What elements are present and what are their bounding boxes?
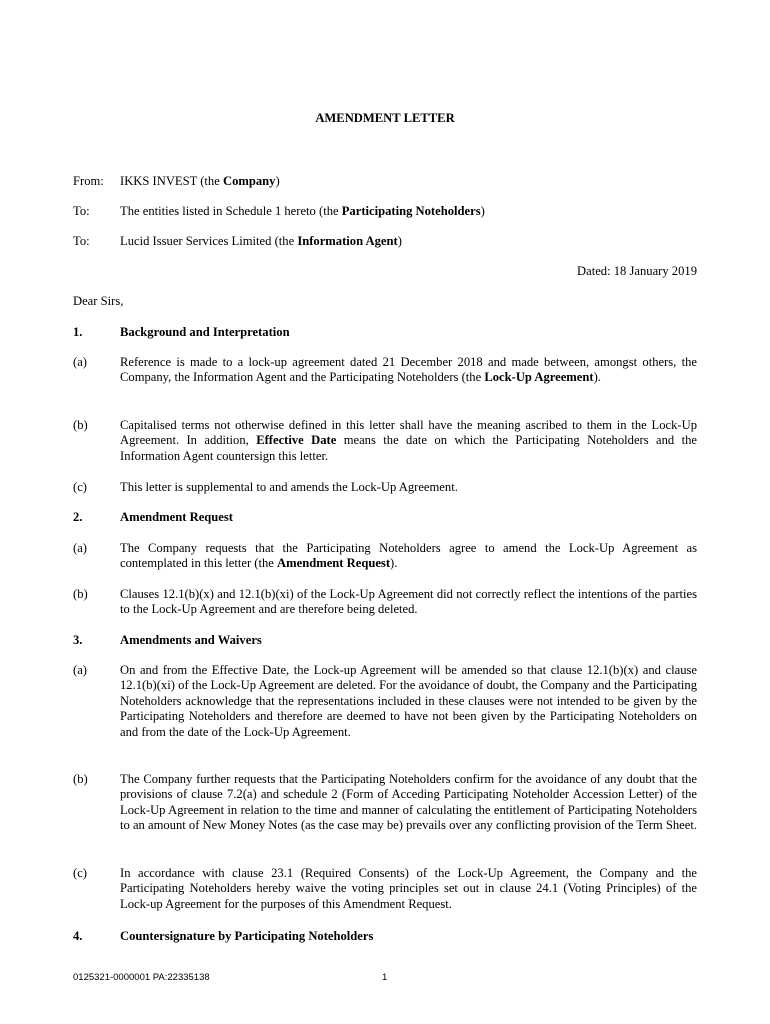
to-line-noteholders: [73, 203, 703, 219]
clause-label: (a): [73, 355, 87, 369]
from-line: [73, 173, 703, 189]
to-text-end: ): [480, 204, 485, 218]
from-label: From:: [73, 174, 104, 188]
clause-text: [120, 355, 697, 386]
dated-line: Dated: 18 January 2019: [577, 264, 697, 278]
section-title: Background and Interpretation: [120, 325, 290, 339]
clause-text: [120, 541, 697, 572]
clause-text-part: The Company requests that the Participating Noteholders agree to amend the Lock-Up Agreement as contemplated in this letter (the: [120, 541, 697, 571]
defined-term: Lock-Up Agreement: [484, 370, 594, 385]
section-number: 4.: [73, 929, 83, 943]
to-defined-term: Participating Noteholders: [341, 204, 481, 218]
section-number: 3.: [73, 633, 83, 647]
clause-3b: [73, 772, 697, 834]
clause-label: (b): [73, 587, 88, 601]
clause-text: This letter is supplemental to and amends the Lock-Up Agreement.: [120, 480, 458, 494]
clause-label: (c): [73, 866, 87, 880]
from-defined-term: Company: [222, 174, 276, 188]
clause-text: The Company further requests that the Participating Noteholders confirm for the avoidance of any doubt that the provisions of clause 7.2(a) and schedule 2 (Form of Acceding Participating Noteholder Accession Letter) of the Lock-Up Agreement in relation to the time and manner of calculating the entitlement of Participating Noteholders to an amount of New Money Notes (as the case may be) prevails over any conflicting provision of the Term Sheet.: [120, 772, 697, 833]
clause-text-part: Capitalised terms not otherwise defined in this letter shall have the meaning ascribed to them in the Lock-Up Agreement. In addition,: [120, 418, 697, 448]
clause-2b: [73, 587, 697, 618]
salutation: Dear Sirs,: [73, 294, 124, 308]
to-label: To:: [73, 204, 90, 218]
clause-3a: [73, 663, 697, 740]
clause-1b: [73, 418, 697, 464]
clause-1a: [73, 355, 697, 386]
section-title: Countersignature by Participating Noteholders: [120, 929, 374, 943]
clause-2a: [73, 541, 697, 572]
section-title: Amendment Request: [120, 510, 233, 524]
section-title: Amendments and Waivers: [120, 633, 262, 647]
defined-term: Effective Date: [256, 433, 337, 448]
to-text-end: ): [397, 234, 402, 248]
to-defined-term: Information Agent: [297, 234, 398, 248]
to-line-agent: [73, 233, 703, 249]
clause-3c: [73, 866, 697, 912]
clause-label: (a): [73, 541, 87, 555]
clause-label: (b): [73, 772, 88, 786]
clause-text: [120, 418, 697, 464]
section-number: 2.: [73, 510, 83, 524]
to-text: Lucid Issuer Services Limited (the: [120, 234, 298, 248]
document-title: AMENDMENT LETTER: [315, 111, 455, 125]
clause-text-part: Reference is made to a lock-up agreement dated 21 December 2018 and made between, amongst others, the Company, the Information Agent and the Participating Noteholders (the: [120, 355, 697, 385]
clause-text-part: means the date on which the Participating Noteholders and the Information Agent countersign this letter.: [120, 433, 697, 463]
footer-page-number: 1: [382, 972, 388, 983]
clause-label: (c): [73, 480, 87, 494]
clause-text-part: ).: [593, 370, 601, 385]
clause-1c: [73, 480, 697, 495]
clause-text-part: ).: [390, 556, 398, 571]
clause-label: (b): [73, 418, 88, 432]
section-number: 1.: [73, 325, 83, 339]
to-label: To:: [73, 234, 90, 248]
clause-label: (a): [73, 663, 87, 677]
defined-term: Amendment Request: [277, 556, 391, 571]
from-text-end: ): [275, 174, 280, 188]
clause-text: In accordance with clause 23.1 (Required Consents) of the Lock-Up Agreement, the Company and the Participating Noteholders hereby waive the voting principles set out in clause 24.1 (Voting Principles) of the Lock-up Agreement for the purposes of this Amendment Request.: [120, 866, 697, 911]
from-text: IKKS INVEST (the: [120, 174, 223, 188]
clause-text: On and from the Effective Date, the Lock-up Agreement will be amended so that clause 12.1(b)(x) and clause 12.1(b)(xi) of the Lock-Up Agreement are deleted. For the avoidance of doubt, the Company and the Participating Noteholders acknowledge that the representations included in these clauses were not intended to be given by the Participating Noteholders and therefore are deemed to have not been given by the Participating Noteholders on and from the date of the Lock-Up Agreement.: [120, 663, 697, 739]
footer-document-reference: 0125321-0000001 PA:22335138: [73, 972, 210, 983]
to-text: The entities listed in Schedule 1 hereto (the: [120, 204, 342, 218]
clause-text: Clauses 12.1(b)(x) and 12.1(b)(xi) of the Lock-Up Agreement did not correctly reflect the intentions of the parties to the Lock-Up Agreement and are therefore being deleted.: [120, 587, 697, 617]
